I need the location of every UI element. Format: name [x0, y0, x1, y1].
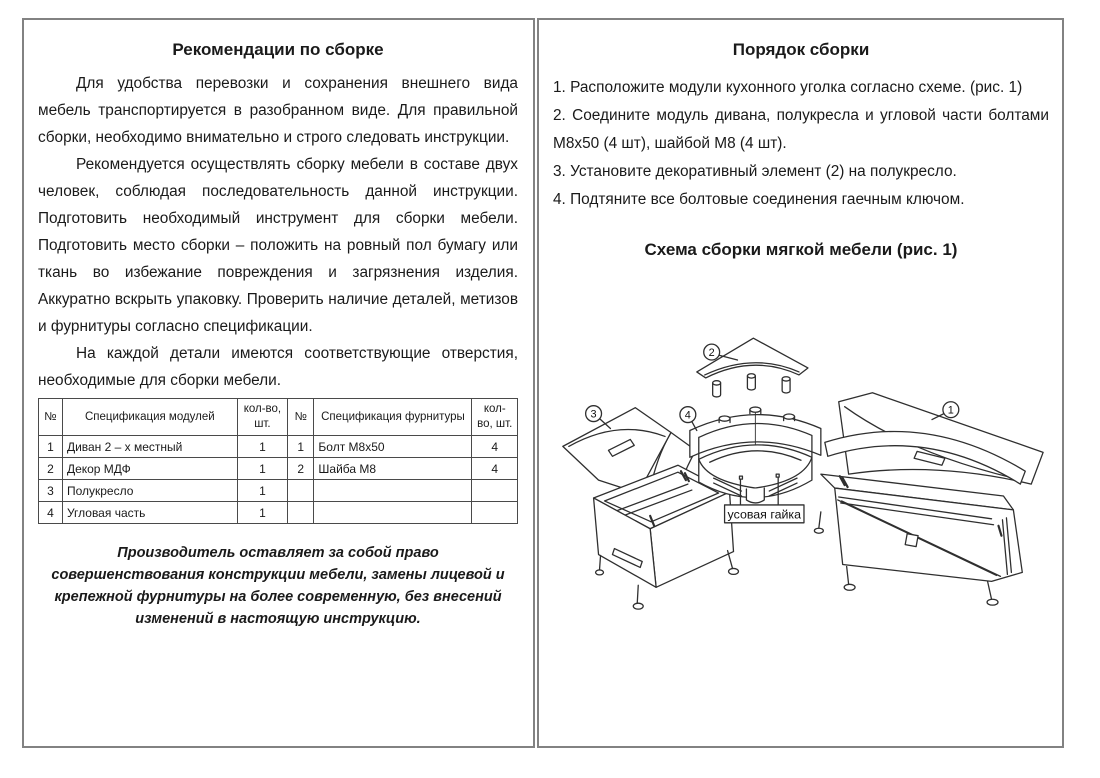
- sofa-drawing: [814, 393, 1043, 605]
- callout-usovaya-gaika: [725, 505, 804, 523]
- paragraph-transport: Для удобства перевозки и сохранения внешнего вида мебель транспортируется в разобранном виде. Для правильной сборки, необходимо внимательно и строго следовать инструкции.: [38, 75, 518, 146]
- header-num-hardware: №: [288, 399, 314, 436]
- callout-label: усовая гайка: [727, 507, 801, 522]
- paragraph-assembly-advice: Рекомендуется осуществлять сборку мебели в составе двух человек, соблюдая последовательность данной инструкции. Подготовить необходимый инструмент для сборки мебели. Подготовить место сборки – положить на ровный пол бумагу или ткань во избежание повреждения и загрязнения изделия. Аккуратно вскрыть упаковку. Проверить наличие деталей, метизов и фурнитуры согласно спецификации.: [38, 156, 518, 335]
- table-cell: [472, 502, 518, 524]
- part-number-3: [586, 406, 611, 429]
- table-cell: Болт М8х50: [314, 436, 472, 458]
- bolt-icon: [747, 374, 755, 390]
- table-row: [39, 436, 518, 458]
- assembly-steps: [553, 74, 1049, 214]
- table-cell: [288, 480, 314, 502]
- table-cell: [314, 480, 472, 502]
- assembly-step: 2. Соедините модуль дивана, полукресла и угловой части болтами М8х50 (4 шт), шайбой М8 (4 шт).: [553, 107, 1049, 152]
- table-cell: Шайба М8: [314, 458, 472, 480]
- header-qty-hardware: кол-во, шт.: [472, 399, 518, 436]
- left-page-title: Рекомендации по сборке: [172, 40, 384, 59]
- table-cell: 4: [472, 436, 518, 458]
- assembly-step: 4. Подтяните все болтовые соединения гаечным ключом.: [553, 191, 965, 208]
- table-cell: 4: [472, 458, 518, 480]
- header-qty-modules: кол-во, шт.: [237, 399, 287, 436]
- table-cell: 3: [39, 480, 63, 502]
- manufacturer-note: Производитель оставляет за собой право совершенствования конструкции мебели, замены лицевой и крепежной фурнитуры на более современную, без внесений изменений в настоящую инструкцию.: [51, 545, 505, 627]
- table-cell: 2: [39, 458, 63, 480]
- table-cell: 1: [237, 458, 287, 480]
- bolt-icon: [782, 377, 790, 393]
- table-cell: Полукресло: [62, 480, 237, 502]
- table-cell: 1: [237, 480, 287, 502]
- table-row: [39, 458, 518, 480]
- page-left-recommendations: [22, 18, 535, 748]
- assembly-step: 1. Расположите модули кухонного уголка согласно схеме. (рис. 1): [553, 79, 1023, 96]
- table-cell: 1: [237, 502, 287, 524]
- table-cell: [288, 502, 314, 524]
- table-row: [39, 502, 518, 524]
- table-cell: 2: [288, 458, 314, 480]
- table-cell: 1: [288, 436, 314, 458]
- table-cell: 4: [39, 502, 63, 524]
- table-cell: Диван 2 – х местный: [62, 436, 237, 458]
- table-header-row: [39, 399, 518, 436]
- table-cell: Угловая часть: [62, 502, 237, 524]
- right-page-title: Порядок сборки: [732, 40, 870, 59]
- table-cell: 1: [39, 436, 63, 458]
- part-number-1: [932, 402, 959, 420]
- paragraph-holes: На каждой детали имеются соответствующие отверстия, необходимые для сборки мебели.: [38, 345, 518, 389]
- table-cell: [472, 480, 518, 502]
- header-num-modules: №: [39, 399, 63, 436]
- svg-text:3: 3: [590, 408, 597, 421]
- svg-text:1: 1: [947, 404, 954, 417]
- page-right-assembly-order: [537, 18, 1064, 748]
- table-cell: 1: [237, 436, 287, 458]
- table-row: [39, 480, 518, 502]
- table-cell: [314, 502, 472, 524]
- table-cell: Декор МДФ: [62, 458, 237, 480]
- header-spec-modules: Спецификация модулей: [62, 399, 237, 436]
- assembly-diagram: [539, 330, 1062, 662]
- part-number-4: [680, 407, 697, 431]
- diagram-title: Схема сборки мягкой мебели (рис. 1): [644, 240, 958, 259]
- svg-text:4: 4: [684, 409, 691, 422]
- bolt-icon: [713, 381, 721, 397]
- specification-table: [38, 398, 518, 524]
- svg-text:2: 2: [708, 347, 715, 360]
- header-spec-hardware: Спецификация фурнитуры: [314, 399, 472, 436]
- assembly-step: 3. Установите декоративный элемент (2) на полукресло.: [553, 163, 957, 180]
